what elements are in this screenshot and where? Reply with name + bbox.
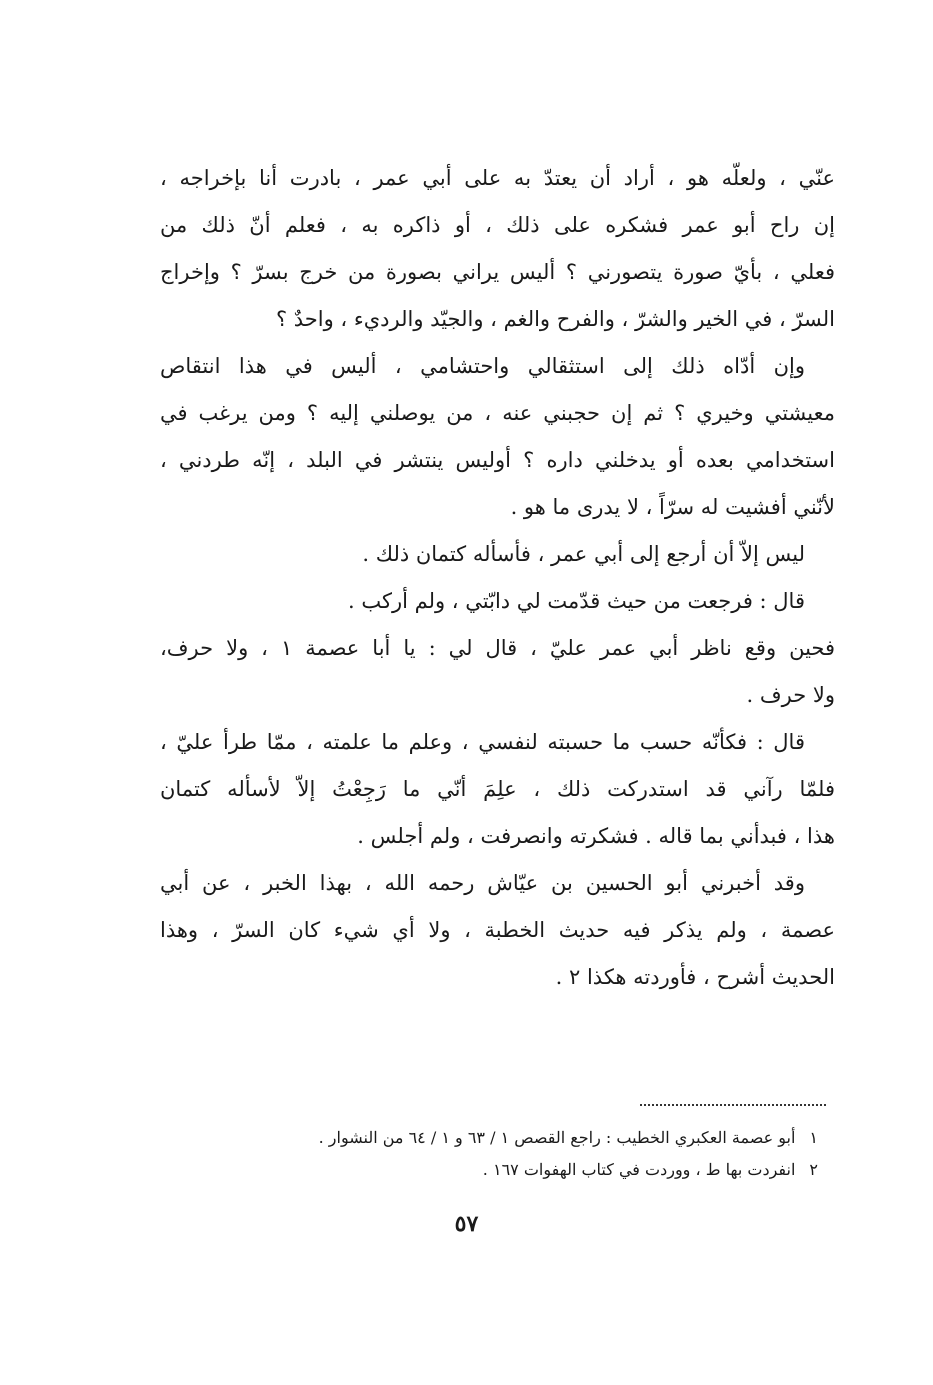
text-line: عصمة ، ولم يذكر فيه حديث الخطبة ، ولا أي شيء كان السرّ ، وهذا: [160, 918, 835, 942]
text-line: قال : فرجعت من حيث قدّمت لي دابّتي ، ولم أركب .: [348, 589, 805, 613]
page-number: ٥٧: [454, 1211, 479, 1237]
text-line: وإن أدّاه ذلك إلى استثقالي واحتشامي ، أليس في هذا انتقاص: [160, 354, 805, 378]
text-line: فحين وقع ناظر أبي عمر عليّ ، قال لي : يا أبا عصمة ١ ، ولا حرف،: [160, 636, 835, 660]
text-line: هذا ، فبدأني بما قاله . فشكرته وانصرفت ، ولم أجلس .: [357, 824, 835, 848]
footnote-2: [190, 1154, 818, 1186]
text-line: السرّ ، في الخير والشرّ ، والفرح والغم ، والجيّد والرديء ، واحدٌ ؟: [275, 307, 835, 331]
text-line: قال : فكأنّه حسب ما حسبته لنفسي ، وعلم ما علمته ، ممّا طرأ عليّ ،: [160, 730, 805, 754]
footnote-text: انفردت بها ط ، ووردت في كتاب الهفوات ١٦٧ .: [482, 1160, 796, 1179]
text-line: فلمّا رآني قد استدركت ذلك ، علِمَ أنّي ما رَجِعْتُ إلاّ لأسأله كتمان: [160, 777, 835, 801]
text-line: لأنّني أفشيت له سرّاً ، لا يدرى ما هو .: [510, 495, 835, 519]
main-text: [160, 155, 835, 1001]
footnote-number: ١: [809, 1128, 818, 1147]
text-line: عنّي ، ولعلّه هو ، أراد أن يعتدّ به على أبي عمر ، بادرت أنا بإخراجه ،: [160, 166, 835, 190]
text-line: إن راح أبو عمر فشكره على ذلك ، أو ذاكره به ، فعلم أنّ ذلك من: [160, 213, 835, 237]
footnotes: [190, 1122, 818, 1186]
text-line: ليس إلاّ أن أرجع إلى أبي عمر ، فأسأله كتمان ذلك .: [362, 542, 805, 566]
footnote-text: أبو عصمة العكبري الخطيب : راجع القصص ١ / ٦٣ و ١ / ٦٤ من النشوار .: [318, 1128, 796, 1147]
text-line: الحديث أشرح ، فأوردته هكذا ٢ .: [555, 965, 835, 989]
text-line: استخدامي بعده أو يدخلني داره ؟ أوليس ينتشر في البلد ، إنّه طردني ،: [160, 448, 835, 472]
footnote-number: ٢: [809, 1160, 818, 1179]
text-line: فعلي ، بأيّ صورة يتصورني ؟ أليس يراني بصورة من خرج بسرّ ؟ وإخراج: [160, 260, 835, 284]
footnote-divider: [640, 1104, 826, 1106]
text-line: معيشتي وخيري ؟ ثم إن حجبني عنه ، من يوصلني إليه ؟ ومن يرغب في: [160, 401, 835, 425]
footnote-1: [190, 1122, 818, 1154]
text-line: ولا حرف .: [746, 683, 835, 707]
text-line: وقد أخبرني أبو الحسين بن عيّاش رحمه الله ، بهذا الخبر ، عن أبي: [160, 871, 805, 895]
